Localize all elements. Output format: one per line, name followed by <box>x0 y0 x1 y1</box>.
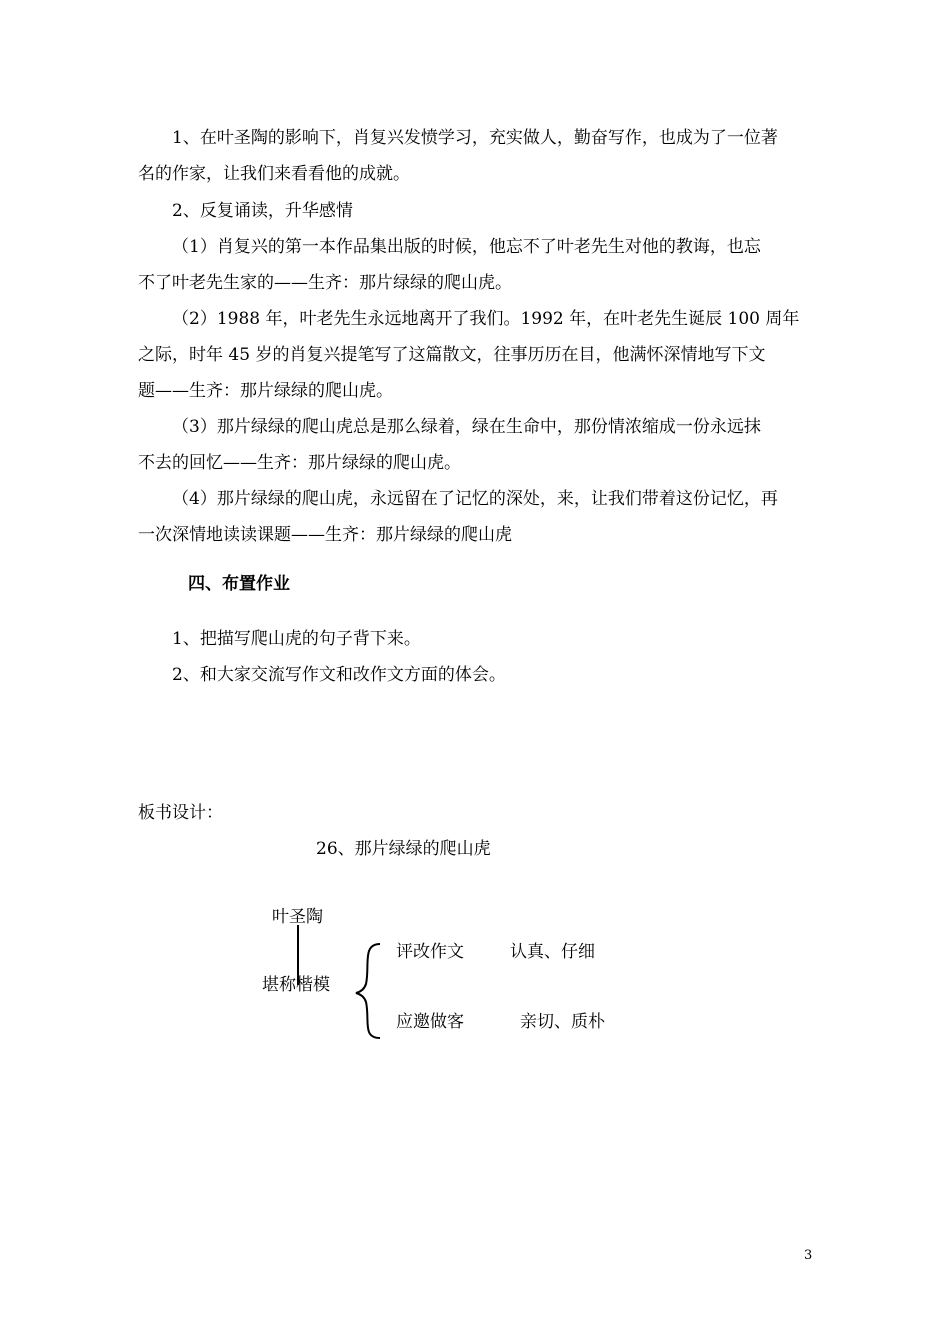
paragraph-line: 题——生齐：那片绿绿的爬山虎。 <box>138 381 393 401</box>
board-row2-right: 亲切、质朴 <box>520 1012 605 1032</box>
paragraph-line: 1、在叶圣陶的影响下，肖复兴发愤学习，充实做人，勤奋写作，也成为了一位著 <box>172 128 778 148</box>
board-design-label: 板书设计： <box>138 803 223 823</box>
board-row2-left: 应邀做客 <box>396 1012 464 1032</box>
board-row1-right: 认真、仔细 <box>510 942 595 962</box>
paragraph-line: 不了叶老先生家的——生齐：那片绿绿的爬山虎。 <box>138 273 512 293</box>
paragraph-line: （2）1988 年，叶老先生永远地离开了我们。1992 年，在叶老先生诞辰 100 周年 <box>172 309 800 329</box>
curly-brace <box>356 944 380 1038</box>
homework-item: 2、和大家交流写作文和改作文方面的体会。 <box>172 665 506 685</box>
section-heading: 四、布置作业 <box>188 574 290 594</box>
paragraph-line: （3）那片绿绿的爬山虎总是那么绿着，绿在生命中，那份情浓缩成一份永远抹 <box>172 417 761 437</box>
paragraph-line: 名的作家，让我们来看看他的成就。 <box>138 164 410 184</box>
board-person: 叶圣陶 <box>272 907 323 927</box>
paragraph-line: 一次深情地读读课题——生齐：那片绿绿的爬山虎 <box>138 525 512 545</box>
paragraph-line: 不去的回忆——生齐：那片绿绿的爬山虎。 <box>138 453 461 473</box>
homework-item: 1、把描写爬山虎的句子背下来。 <box>172 629 421 649</box>
page-number: 3 <box>804 1248 813 1263</box>
paragraph-line: 之际，时年 45 岁的肖复兴提笔写了这篇散文，往事历历在目，他满怀深情地写下文 <box>138 345 766 365</box>
board-trait: 堪称楷模 <box>262 975 330 995</box>
paragraph-line: （1）肖复兴的第一本作品集出版的时候，他忘不了叶老先生对他的教诲，也忘 <box>172 237 761 257</box>
paragraph-line: （4）那片绿绿的爬山虎，永远留在了记忆的深处，来，让我们带着这份记忆，再 <box>172 489 778 509</box>
paragraph-line: 2、反复诵读，升华感情 <box>172 201 353 221</box>
board-row1-left: 评改作文 <box>396 942 464 962</box>
board-title: 26、那片绿绿的爬山虎 <box>316 839 491 859</box>
